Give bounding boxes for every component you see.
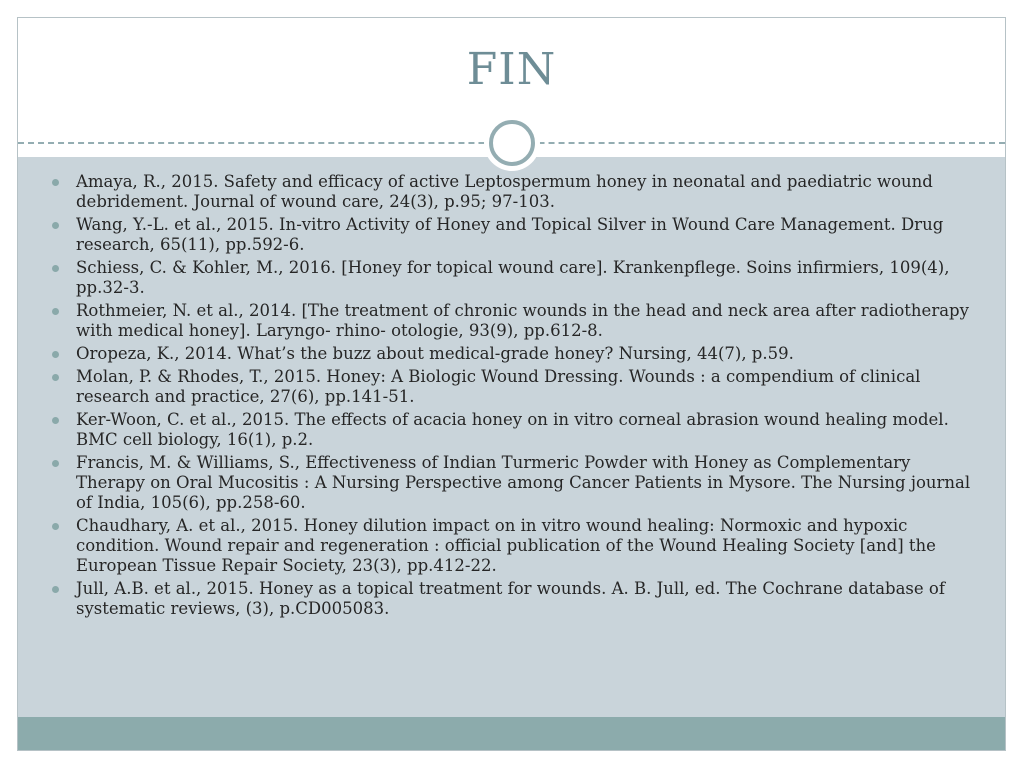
- reference-text: Francis, M. & Williams, S., Effectiveness of Indian Turmeric Powder with Honey as Complementary Therapy on Oral Mucositis : A Nursing Perspective among Cancer Patients in Mysore. The Nursing journal of India, 105(6), pp.258-60.: [76, 453, 971, 512]
- bullet-icon: [52, 523, 59, 530]
- reference-text: Chaudhary, A. et al., 2015. Honey dilution impact on in vitro wound healing: Normoxic and hypoxic condition. Wound repair and regeneration : official publication of the Wound Healing Society [and] the European Tissue Repair Society, 23(3), pp.412-22.: [76, 516, 936, 575]
- reference-item: [52, 516, 972, 576]
- bullet-icon: [52, 265, 59, 272]
- bullet-icon: [52, 374, 59, 381]
- reference-text: Jull, A.B. et al., 2015. Honey as a topical treatment for wounds. A. B. Jull, ed. The Cochrane database of systematic reviews, (3), p.CD005083.: [76, 579, 945, 618]
- reference-list: [52, 172, 972, 622]
- reference-item: [52, 258, 972, 298]
- reference-item: [52, 215, 972, 255]
- bullet-icon: [52, 222, 59, 229]
- reference-item: [52, 344, 972, 364]
- reference-item: [52, 410, 972, 450]
- reference-text: Wang, Y.-L. et al., 2015. In-vitro Activity of Honey and Topical Silver in Wound Care Management. Drug research, 65(11), pp.592-6.: [76, 215, 944, 254]
- reference-text: Molan, P. & Rhodes, T., 2015. Honey: A Biologic Wound Dressing. Wounds : a compendium of clinical research and practice, 27(6), pp.141-51.: [76, 367, 921, 406]
- bullet-icon: [52, 460, 59, 467]
- reference-item: [52, 367, 972, 407]
- reference-item: [52, 453, 972, 513]
- reference-text: Ker-Woon, C. et al., 2015. The effects of acacia honey on in vitro corneal abrasion wound healing model. BMC cell biology, 16(1), p.2.: [76, 410, 949, 449]
- bullet-icon: [52, 417, 59, 424]
- bullet-icon: [52, 179, 59, 186]
- reference-text: Rothmeier, N. et al., 2014. [The treatment of chronic wounds in the head and neck area after radiotherapy with medical honey]. Laryngo- rhino- otologie, 93(9), pp.612-8.: [76, 301, 969, 340]
- slide-title: FIN: [466, 44, 557, 95]
- circle-ring-icon: [489, 120, 535, 166]
- bullet-icon: [52, 308, 59, 315]
- reference-item: [52, 301, 972, 341]
- bullet-icon: [52, 586, 59, 593]
- reference-item: [52, 579, 972, 619]
- reference-text: Schiess, C. & Kohler, M., 2016. [Honey for topical wound care]. Krankenpflege. Soins infirmiers, 109(4), pp.32-3.: [76, 258, 950, 297]
- circle-ornament-icon: [484, 115, 540, 171]
- reference-text: Amaya, R., 2015. Safety and efficacy of active Leptospermum honey in neonatal and paediatric wound debridement. Journal of wound care, 24(3), p.95; 97-103.: [76, 172, 933, 211]
- reference-text: Oropeza, K., 2014. What’s the buzz about medical-grade honey? Nursing, 44(7), p.59.: [76, 344, 794, 363]
- footer-band: [18, 717, 1005, 751]
- bullet-icon: [52, 351, 59, 358]
- slide: [17, 17, 1006, 751]
- reference-item: [52, 172, 972, 212]
